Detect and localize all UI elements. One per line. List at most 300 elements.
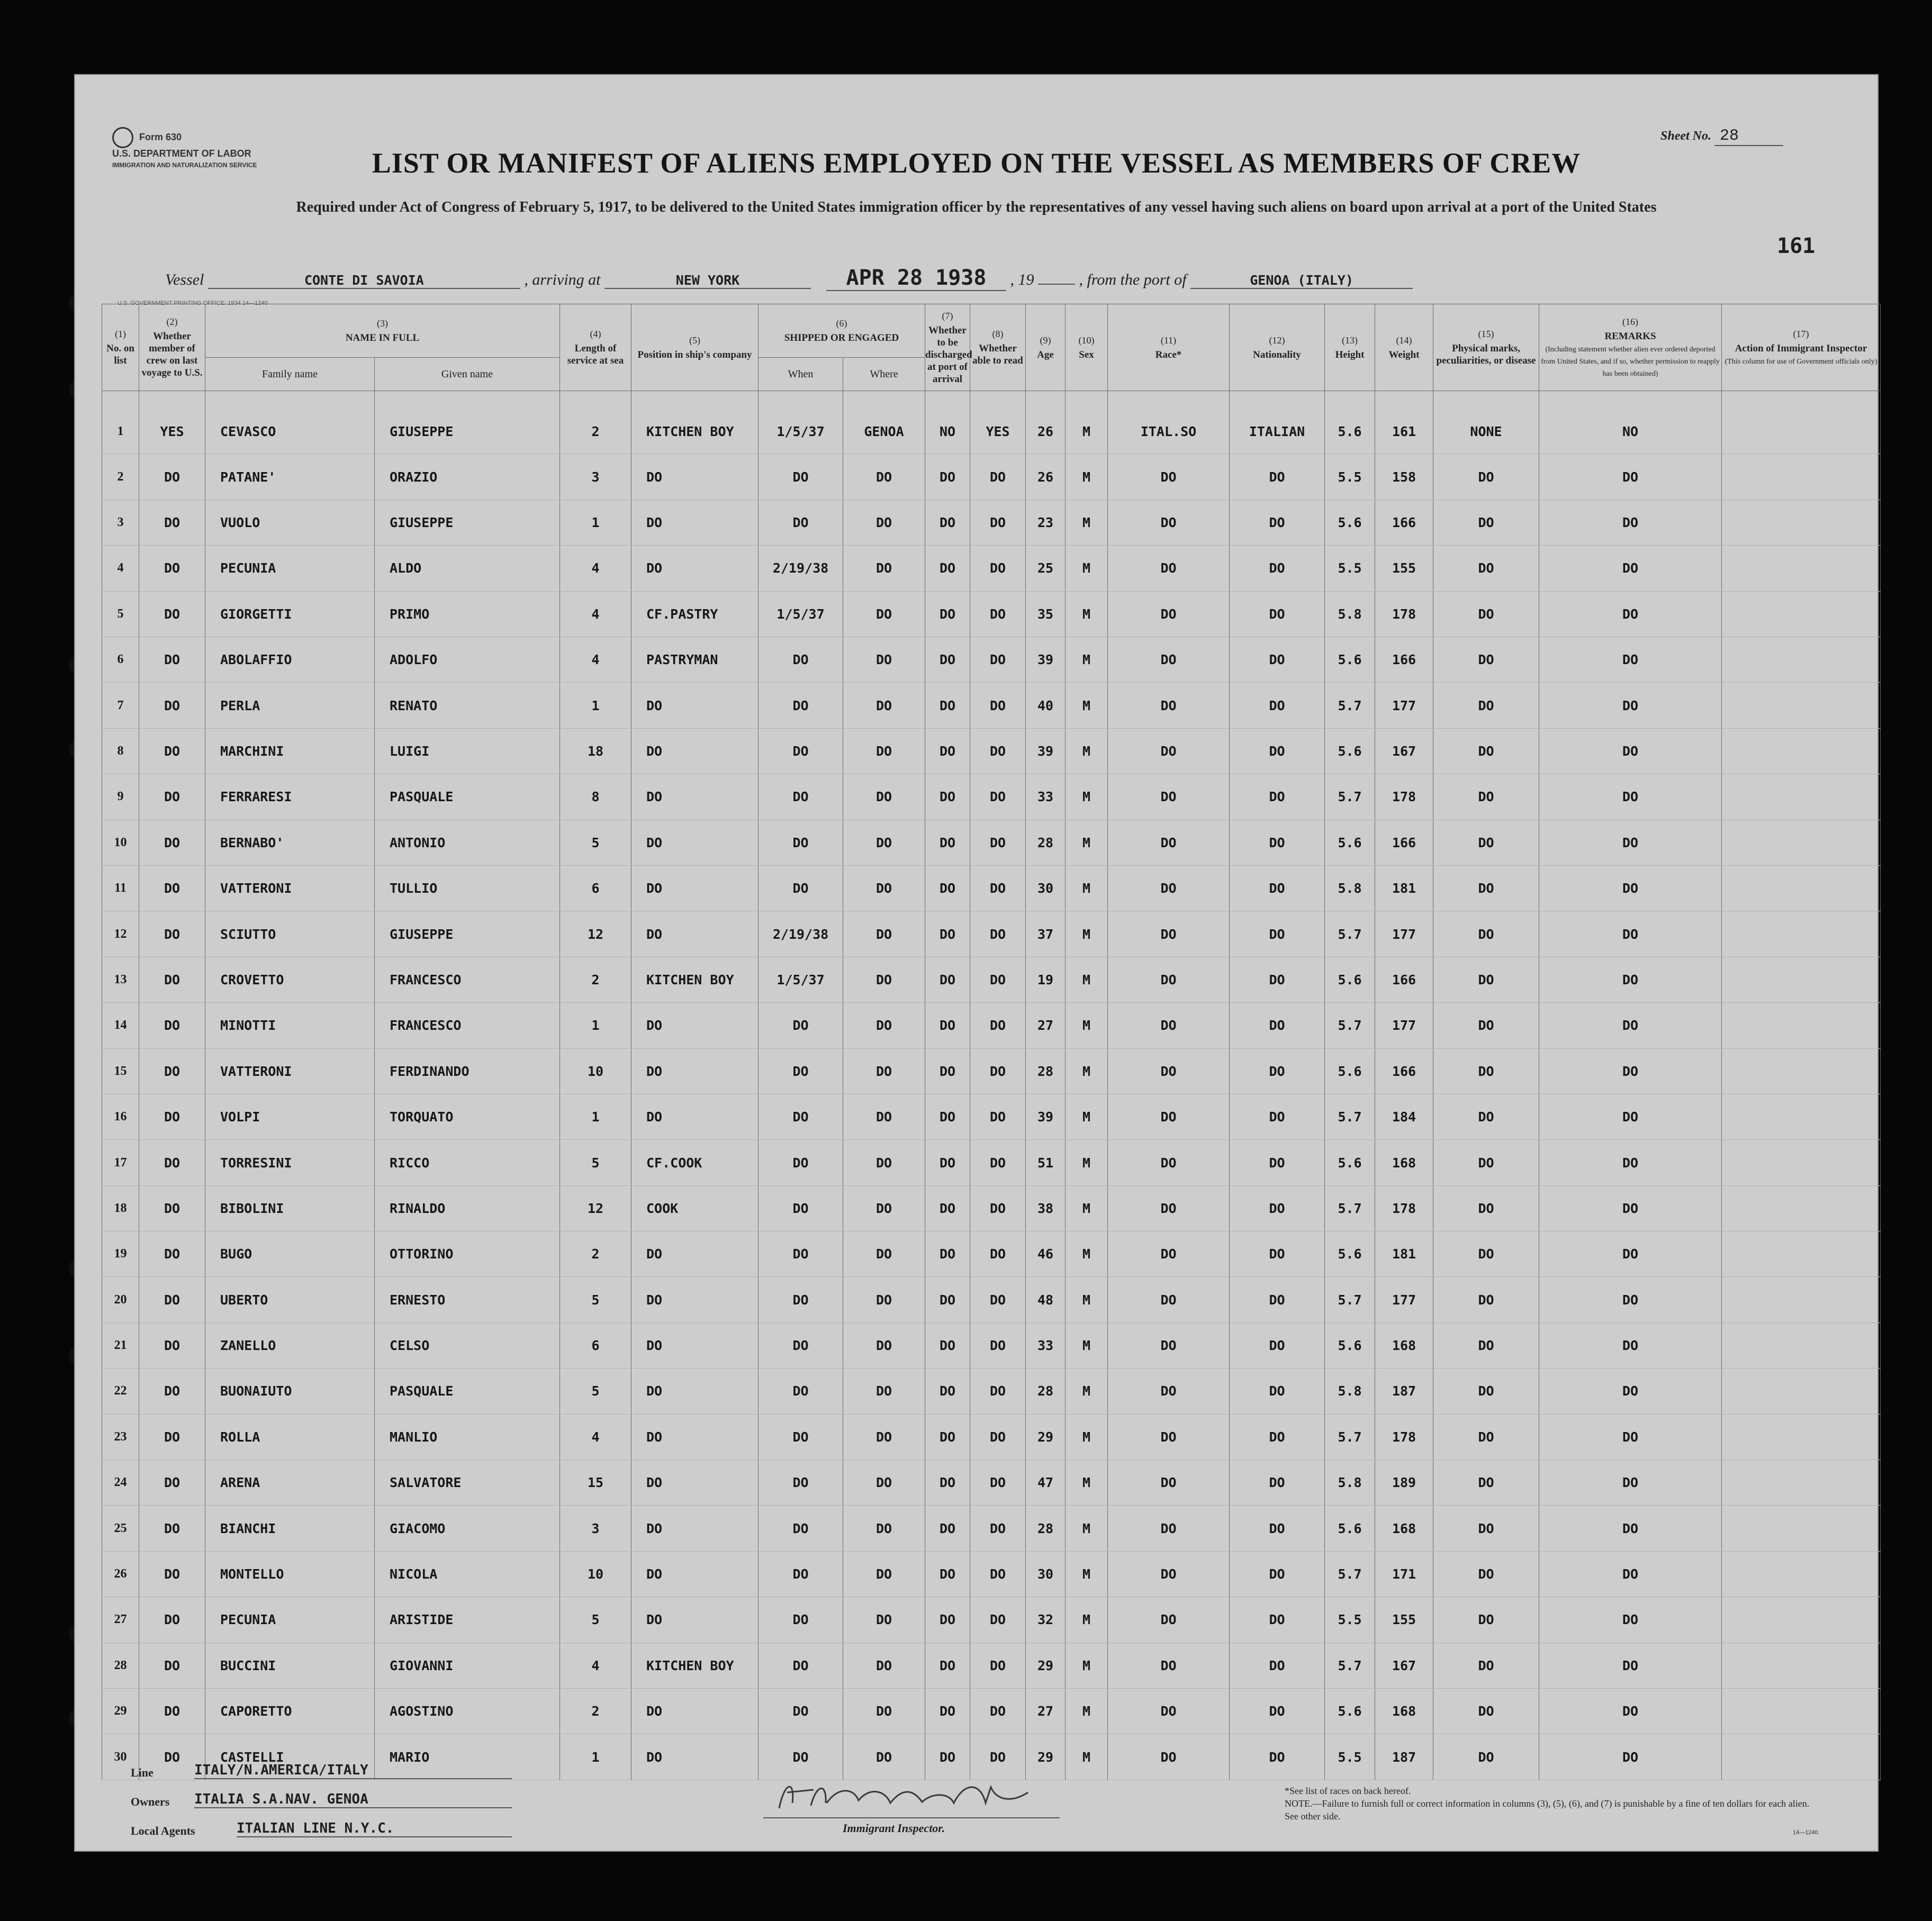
service-length-cell: 2: [560, 1231, 631, 1277]
last-voyage-cell: DO: [139, 1003, 205, 1048]
race-cell: DO: [1108, 957, 1230, 1002]
line-label: Line: [131, 1766, 154, 1779]
height-cell: 5.6: [1325, 1140, 1375, 1185]
remarks-cell: DO: [1539, 1369, 1722, 1414]
race-cell: DO: [1108, 683, 1230, 728]
races-note: *See list of races on back hereof.: [1285, 1786, 1411, 1796]
discharged-cell: DO: [925, 1551, 970, 1597]
row-number: 4: [102, 546, 139, 591]
height-cell: 5.7: [1325, 1551, 1375, 1597]
given-name-cell: ORAZIO: [375, 454, 560, 500]
remarks-cell: DO: [1539, 1185, 1722, 1231]
shipped-when-cell: 2/19/38: [759, 911, 843, 957]
owners-label: Owners: [131, 1795, 170, 1808]
table-row: [102, 1689, 1881, 1734]
shipped-when-cell: 1/5/37: [759, 409, 843, 454]
row-number: 18: [102, 1185, 139, 1231]
remarks-cell: DO: [1539, 1277, 1722, 1322]
weight-cell: 158: [1375, 454, 1433, 500]
table-row: [102, 1643, 1881, 1688]
inspector-action-cell: [1722, 454, 1881, 500]
inspector-action-cell: [1722, 774, 1881, 820]
remarks-cell: DO: [1539, 820, 1722, 865]
last-voyage-cell: DO: [139, 454, 205, 500]
given-name-cell: GIACOMO: [375, 1506, 560, 1551]
physical-marks-cell: DO: [1433, 1643, 1539, 1688]
arrival-port: NEW YORK: [604, 273, 811, 289]
year-blank: [1038, 284, 1075, 285]
inspector-action-cell: [1722, 1643, 1881, 1688]
row-number: 20: [102, 1277, 139, 1322]
penalty-note: NOTE.—Failure to furnish full or correct information in columns (3), (5), (6), and (7) is punishable by a fine of ten dollars for each alien. See other side.: [1285, 1798, 1810, 1822]
crew-manifest-table: [102, 304, 1881, 1780]
row-number: 16: [102, 1094, 139, 1139]
shipped-where-cell: DO: [843, 1140, 925, 1185]
inspector-action-cell: [1722, 1734, 1881, 1780]
last-voyage-cell: DO: [139, 728, 205, 774]
row-number: 9: [102, 774, 139, 820]
physical-marks-cell: DO: [1433, 1460, 1539, 1506]
age-cell: 33: [1026, 1322, 1066, 1368]
age-cell: 38: [1026, 1185, 1066, 1231]
physical-marks-cell: DO: [1433, 1734, 1539, 1780]
age-cell: 26: [1026, 409, 1066, 454]
inspector-action-cell: [1722, 957, 1881, 1002]
discharged-cell: DO: [925, 500, 970, 545]
race-cell: DO: [1108, 500, 1230, 545]
given-name-cell: FRANCESCO: [375, 957, 560, 1002]
remarks-cell: DO: [1539, 957, 1722, 1002]
discharged-cell: DO: [925, 1597, 970, 1643]
shipped-where-cell: DO: [843, 1597, 925, 1643]
table-row: [102, 1094, 1881, 1139]
col-when-header: When: [759, 358, 843, 391]
last-voyage-cell: DO: [139, 1369, 205, 1414]
last-voyage-cell: DO: [139, 820, 205, 865]
nationality-cell: DO: [1230, 1094, 1325, 1139]
able-to-read-cell: DO: [970, 1003, 1026, 1048]
physical-marks-cell: DO: [1433, 957, 1539, 1002]
inspector-action-cell: [1722, 820, 1881, 865]
service-length-cell: 12: [560, 1185, 631, 1231]
inspector-action-cell: [1722, 1277, 1881, 1322]
physical-marks-cell: DO: [1433, 546, 1539, 591]
family-name-cell: VOLPI: [205, 1094, 375, 1139]
row-number: 3: [102, 500, 139, 545]
shipped-when-cell: DO: [759, 1003, 843, 1048]
family-name-cell: CROVETTO: [205, 957, 375, 1002]
last-voyage-cell: DO: [139, 1551, 205, 1597]
row-number: 10: [102, 820, 139, 865]
discharged-cell: DO: [925, 865, 970, 911]
physical-marks-cell: DO: [1433, 1185, 1539, 1231]
given-name-cell: ERNESTO: [375, 1277, 560, 1322]
remarks-cell: DO: [1539, 774, 1722, 820]
row-number: 19: [102, 1231, 139, 1277]
position-cell: CF.PASTRY: [631, 591, 759, 637]
height-cell: 5.6: [1325, 957, 1375, 1002]
department-seal-icon: [112, 127, 133, 148]
col-service-header: (4) Length of service at sea: [560, 304, 631, 391]
nationality-cell: DO: [1230, 1643, 1325, 1688]
page-title: LIST OR MANIFEST OF ALIENS EMPLOYED ON THE VESSEL AS MEMBERS OF CREW: [372, 147, 1581, 179]
remarks-cell: DO: [1539, 1460, 1722, 1506]
shipped-where-cell: DO: [843, 1506, 925, 1551]
sex-cell: M: [1066, 409, 1108, 454]
height-cell: 5.5: [1325, 546, 1375, 591]
last-voyage-cell: DO: [139, 546, 205, 591]
shipped-when-cell: DO: [759, 728, 843, 774]
shipped-where-cell: DO: [843, 1185, 925, 1231]
age-cell: 30: [1026, 1551, 1066, 1597]
shipped-where-cell: DO: [843, 1003, 925, 1048]
weight-cell: 155: [1375, 1597, 1433, 1643]
weight-cell: 166: [1375, 1048, 1433, 1094]
physical-marks-cell: DO: [1433, 1689, 1539, 1734]
shipped-when-cell: DO: [759, 1185, 843, 1231]
arrival-date-stamp: APR 28 1938: [826, 266, 1006, 291]
table-row: [102, 591, 1881, 637]
remarks-cell: DO: [1539, 1140, 1722, 1185]
service-length-cell: 3: [560, 1506, 631, 1551]
service-length-cell: 1: [560, 1094, 631, 1139]
given-name-cell: SALVATORE: [375, 1460, 560, 1506]
position-cell: DO: [631, 1003, 759, 1048]
discharged-cell: DO: [925, 774, 970, 820]
form-service: IMMIGRATION AND NATURALIZATION SERVICE: [112, 161, 257, 169]
able-to-read-cell: DO: [970, 1369, 1026, 1414]
service-length-cell: 5: [560, 1277, 631, 1322]
shipped-where-cell: DO: [843, 774, 925, 820]
able-to-read-cell: DO: [970, 1643, 1026, 1688]
race-cell: DO: [1108, 454, 1230, 500]
remarks-cell: DO: [1539, 1506, 1722, 1551]
age-cell: 27: [1026, 1689, 1066, 1734]
able-to-read-cell: DO: [970, 911, 1026, 957]
family-name-cell: MARCHINI: [205, 728, 375, 774]
sex-cell: M: [1066, 500, 1108, 545]
table-row: [102, 1414, 1881, 1460]
col-last-voyage-header: (2) Whether member of crew on last voyage to U.S.: [139, 304, 205, 391]
age-cell: 28: [1026, 1369, 1066, 1414]
height-cell: 5.7: [1325, 1094, 1375, 1139]
given-name-cell: RINALDO: [375, 1185, 560, 1231]
family-name-cell: PECUNIA: [205, 1597, 375, 1643]
discharged-cell: DO: [925, 637, 970, 683]
position-cell: DO: [631, 1734, 759, 1780]
position-cell: PASTRYMAN: [631, 637, 759, 683]
sex-cell: M: [1066, 1003, 1108, 1048]
col-weight-header: (14) Weight: [1375, 304, 1433, 391]
discharged-cell: DO: [925, 1734, 970, 1780]
last-voyage-cell: DO: [139, 957, 205, 1002]
remarks-cell: DO: [1539, 454, 1722, 500]
inspector-action-cell: [1722, 1506, 1881, 1551]
family-name-cell: PERLA: [205, 683, 375, 728]
height-cell: 5.7: [1325, 1643, 1375, 1688]
height-cell: 5.8: [1325, 865, 1375, 911]
weight-cell: 167: [1375, 1643, 1433, 1688]
height-cell: 5.6: [1325, 1322, 1375, 1368]
line-value: ITALY/N.AMERICA/ITALY: [194, 1762, 512, 1779]
table-row: [102, 1322, 1881, 1368]
remarks-cell: DO: [1539, 1551, 1722, 1597]
discharged-cell: DO: [925, 454, 970, 500]
row-number: 26: [102, 1551, 139, 1597]
weight-cell: 166: [1375, 637, 1433, 683]
race-cell: DO: [1108, 1734, 1230, 1780]
col-where-header: Where: [843, 358, 925, 391]
remarks-cell: DO: [1539, 1597, 1722, 1643]
physical-marks-cell: DO: [1433, 1322, 1539, 1368]
nationality-cell: DO: [1230, 454, 1325, 500]
physical-marks-cell: DO: [1433, 1003, 1539, 1048]
race-cell: DO: [1108, 1185, 1230, 1231]
local-agents-value: ITALIAN LINE N.Y.C.: [237, 1820, 512, 1837]
nationality-cell: DO: [1230, 1689, 1325, 1734]
inspector-action-cell: [1722, 911, 1881, 957]
last-voyage-cell: YES: [139, 409, 205, 454]
family-name-cell: PATANE': [205, 454, 375, 500]
shipped-where-cell: DO: [843, 637, 925, 683]
sex-cell: M: [1066, 1048, 1108, 1094]
race-cell: DO: [1108, 637, 1230, 683]
service-length-cell: 4: [560, 591, 631, 637]
age-cell: 29: [1026, 1643, 1066, 1688]
shipped-where-cell: DO: [843, 1734, 925, 1780]
given-name-cell: GIUSEPPE: [375, 911, 560, 957]
sex-cell: M: [1066, 637, 1108, 683]
discharged-cell: DO: [925, 1185, 970, 1231]
physical-marks-cell: DO: [1433, 1506, 1539, 1551]
weight-cell: 177: [1375, 911, 1433, 957]
vessel-name: CONTE DI SAVOIA: [208, 273, 520, 289]
sex-cell: M: [1066, 1322, 1108, 1368]
row-number: 27: [102, 1597, 139, 1643]
age-cell: 28: [1026, 820, 1066, 865]
inspector-action-cell: [1722, 1140, 1881, 1185]
height-cell: 5.7: [1325, 1003, 1375, 1048]
given-name-cell: ALDO: [375, 546, 560, 591]
race-cell: DO: [1108, 774, 1230, 820]
physical-marks-cell: DO: [1433, 774, 1539, 820]
family-name-cell: GIORGETTI: [205, 591, 375, 637]
position-cell: DO: [631, 1506, 759, 1551]
age-cell: 23: [1026, 500, 1066, 545]
race-cell: DO: [1108, 911, 1230, 957]
last-voyage-cell: DO: [139, 1460, 205, 1506]
inspector-action-cell: [1722, 1414, 1881, 1460]
physical-marks-cell: DO: [1433, 1140, 1539, 1185]
race-cell: DO: [1108, 1689, 1230, 1734]
inspector-action-cell: [1722, 1597, 1881, 1643]
col-nationality-header: (12) Nationality: [1230, 304, 1325, 391]
remarks-cell: DO: [1539, 1094, 1722, 1139]
given-name-cell: TORQUATO: [375, 1094, 560, 1139]
service-length-cell: 10: [560, 1551, 631, 1597]
physical-marks-cell: DO: [1433, 1048, 1539, 1094]
remarks-cell: DO: [1539, 546, 1722, 591]
race-cell: DO: [1108, 820, 1230, 865]
inspector-action-cell: [1722, 546, 1881, 591]
nationality-cell: DO: [1230, 1734, 1325, 1780]
race-cell: DO: [1108, 1460, 1230, 1506]
able-to-read-cell: DO: [970, 683, 1026, 728]
nationality-cell: DO: [1230, 1048, 1325, 1094]
family-name-cell: VUOLO: [205, 500, 375, 545]
race-cell: DO: [1108, 1231, 1230, 1277]
height-cell: 5.5: [1325, 454, 1375, 500]
col-remarks-header: (16) REMARKS (Including statement whether alien ever ordered deported from United States, and if so, whether permission to reapply has been obtained): [1539, 304, 1722, 391]
service-length-cell: 2: [560, 957, 631, 1002]
table-row: [102, 683, 1881, 728]
shipped-where-cell: DO: [843, 1460, 925, 1506]
height-cell: 5.6: [1325, 820, 1375, 865]
race-cell: DO: [1108, 1506, 1230, 1551]
shipped-when-cell: 2/19/38: [759, 546, 843, 591]
nationality-cell: DO: [1230, 911, 1325, 957]
shipped-when-cell: DO: [759, 454, 843, 500]
age-cell: 27: [1026, 1003, 1066, 1048]
position-cell: DO: [631, 820, 759, 865]
service-length-cell: 4: [560, 546, 631, 591]
age-cell: 39: [1026, 1094, 1066, 1139]
sex-cell: M: [1066, 1597, 1108, 1643]
row-number: 22: [102, 1369, 139, 1414]
inspector-action-cell: [1722, 1231, 1881, 1277]
discharged-cell: DO: [925, 820, 970, 865]
printing-office-line: U.S. GOVERNMENT PRINTING OFFICE: 1934 14—1240: [118, 300, 268, 306]
row-number: 17: [102, 1140, 139, 1185]
position-cell: DO: [631, 1551, 759, 1597]
race-cell: DO: [1108, 865, 1230, 911]
family-name-cell: MINOTTI: [205, 1003, 375, 1048]
nationality-cell: DO: [1230, 1369, 1325, 1414]
height-cell: 5.6: [1325, 637, 1375, 683]
sex-cell: M: [1066, 1689, 1108, 1734]
physical-marks-cell: DO: [1433, 591, 1539, 637]
shipped-when-cell: DO: [759, 1506, 843, 1551]
given-name-cell: ADOLFO: [375, 637, 560, 683]
able-to-read-cell: DO: [970, 454, 1026, 500]
family-name-cell: PECUNIA: [205, 546, 375, 591]
last-voyage-cell: DO: [139, 500, 205, 545]
inspector-action-cell: [1722, 728, 1881, 774]
discharged-cell: NO: [925, 409, 970, 454]
form-number: Form 630: [139, 131, 182, 142]
shipped-when-cell: DO: [759, 1734, 843, 1780]
departure-port: GENOA (ITALY): [1190, 273, 1413, 289]
weight-cell: 178: [1375, 591, 1433, 637]
physical-marks-cell: DO: [1433, 500, 1539, 545]
nationality-cell: DO: [1230, 1277, 1325, 1322]
shipped-when-cell: DO: [759, 1689, 843, 1734]
last-voyage-cell: DO: [139, 1689, 205, 1734]
sex-cell: M: [1066, 1369, 1108, 1414]
family-name-cell: BUCCINI: [205, 1643, 375, 1688]
table-row: [102, 911, 1881, 957]
inspector-label: Immigrant Inspector.: [843, 1822, 945, 1835]
sex-cell: M: [1066, 1734, 1108, 1780]
discharged-cell: DO: [925, 1369, 970, 1414]
row-number: 23: [102, 1414, 139, 1460]
last-voyage-cell: DO: [139, 911, 205, 957]
shipped-when-cell: 1/5/37: [759, 957, 843, 1002]
table-row: [102, 865, 1881, 911]
service-length-cell: 5: [560, 1140, 631, 1185]
physical-marks-cell: DO: [1433, 1369, 1539, 1414]
able-to-read-cell: DO: [970, 774, 1026, 820]
position-cell: DO: [631, 546, 759, 591]
position-cell: DO: [631, 454, 759, 500]
age-cell: 39: [1026, 728, 1066, 774]
race-cell: DO: [1108, 1643, 1230, 1688]
height-cell: 5.6: [1325, 1689, 1375, 1734]
remarks-cell: DO: [1539, 591, 1722, 637]
remarks-cell: DO: [1539, 1322, 1722, 1368]
race-cell: DO: [1108, 1369, 1230, 1414]
given-name-cell: AGOSTINO: [375, 1689, 560, 1734]
discharged-cell: DO: [925, 1460, 970, 1506]
year-label: , 19: [1010, 271, 1034, 288]
inspector-action-cell: [1722, 683, 1881, 728]
header-row: [102, 304, 1881, 358]
height-cell: 5.6: [1325, 728, 1375, 774]
nationality-cell: DO: [1230, 1414, 1325, 1460]
remarks-cell: DO: [1539, 865, 1722, 911]
col-shipped-header: (6) SHIPPED OR ENGAGED: [759, 304, 925, 358]
col-position-header: (5) Position in ship's company: [631, 304, 759, 391]
discharged-cell: DO: [925, 1643, 970, 1688]
position-cell: KITCHEN BOY: [631, 409, 759, 454]
last-voyage-cell: DO: [139, 1231, 205, 1277]
nationality-cell: DO: [1230, 865, 1325, 911]
age-cell: 26: [1026, 454, 1066, 500]
given-name-cell: MARIO: [375, 1734, 560, 1780]
col-name-header: (3) NAME IN FULL: [205, 304, 560, 358]
row-number: 15: [102, 1048, 139, 1094]
col-marks-header: (15) Physical marks, peculiarities, or disease: [1433, 304, 1539, 391]
race-cell: DO: [1108, 1003, 1230, 1048]
remarks-cell: DO: [1539, 728, 1722, 774]
nationality-cell: DO: [1230, 546, 1325, 591]
position-cell: DO: [631, 911, 759, 957]
shipped-where-cell: DO: [843, 1231, 925, 1277]
position-cell: KITCHEN BOY: [631, 957, 759, 1002]
able-to-read-cell: DO: [970, 1048, 1026, 1094]
service-length-cell: 8: [560, 774, 631, 820]
height-cell: 5.7: [1325, 774, 1375, 820]
weight-cell: 171: [1375, 1551, 1433, 1597]
family-name-cell: CASTELLI: [205, 1734, 375, 1780]
discharged-cell: DO: [925, 911, 970, 957]
col-age-header: (9) Age: [1026, 304, 1066, 391]
height-cell: 5.7: [1325, 683, 1375, 728]
remarks-cell: DO: [1539, 1003, 1722, 1048]
vessel-label: Vessel: [165, 271, 204, 288]
service-length-cell: 6: [560, 1322, 631, 1368]
age-cell: 19: [1026, 957, 1066, 1002]
shipped-when-cell: DO: [759, 1414, 843, 1460]
family-name-cell: ABOLAFFIO: [205, 637, 375, 683]
last-voyage-cell: DO: [139, 1322, 205, 1368]
weight-cell: 178: [1375, 774, 1433, 820]
race-cell: DO: [1108, 546, 1230, 591]
table-row: [102, 1231, 1881, 1277]
weight-cell: 187: [1375, 1369, 1433, 1414]
given-name-cell: ANTONIO: [375, 820, 560, 865]
remarks-cell: DO: [1539, 1048, 1722, 1094]
